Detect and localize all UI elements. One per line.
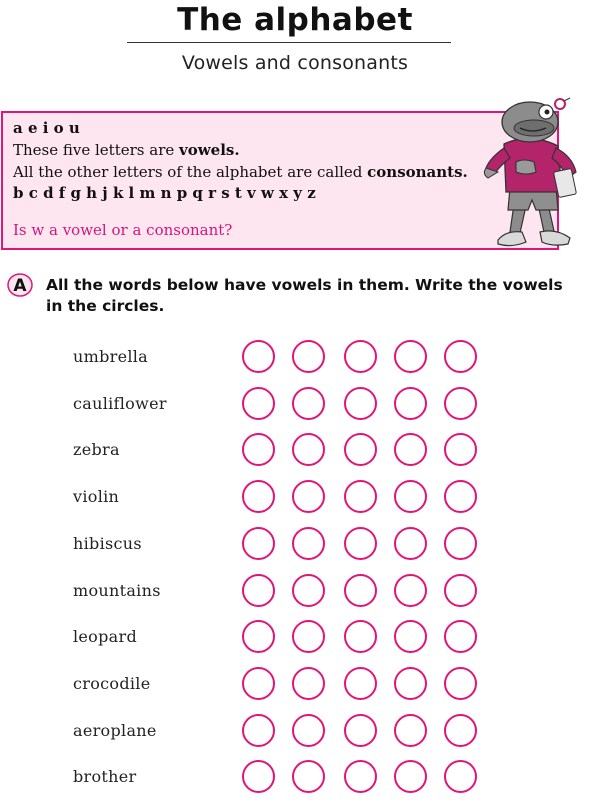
vowel-answer-circle[interactable] xyxy=(444,433,477,466)
section-a-badge-icon xyxy=(7,273,33,297)
vowel-answer-circle[interactable] xyxy=(344,760,377,793)
word-row xyxy=(0,386,590,430)
vowel-answer-circle[interactable] xyxy=(444,340,477,373)
vowel-answer-circle[interactable] xyxy=(242,574,275,607)
vowel-answer-circle[interactable] xyxy=(344,714,377,747)
vowel-answer-circle[interactable] xyxy=(344,433,377,466)
vowel-answer-circle[interactable] xyxy=(292,667,325,700)
word-label: leopard xyxy=(73,627,137,647)
vowel-answer-circle[interactable] xyxy=(292,574,325,607)
word-row xyxy=(0,759,590,803)
vowels-sentence xyxy=(13,141,240,159)
vowel-answer-circle[interactable] xyxy=(394,714,427,747)
vowels-term: vowels. xyxy=(179,141,240,159)
page-title: The alphabet xyxy=(177,2,413,38)
vowel-answer-circle[interactable] xyxy=(242,387,275,420)
word-row xyxy=(0,713,590,757)
vowel-answer-circle[interactable] xyxy=(292,620,325,653)
vowel-answer-circle[interactable] xyxy=(394,667,427,700)
vowel-answer-circle[interactable] xyxy=(394,574,427,607)
vowel-answer-circle[interactable] xyxy=(292,480,325,513)
consonants-term: consonants. xyxy=(367,163,468,181)
vowel-answer-circle[interactable] xyxy=(444,760,477,793)
vowel-answer-circle[interactable] xyxy=(292,760,325,793)
vowel-answer-circle[interactable] xyxy=(292,527,325,560)
exercise-instruction: All the words below have vowels in them. Write the vowels in the circles. xyxy=(46,276,563,315)
vowel-answer-circle[interactable] xyxy=(242,340,275,373)
word-label: violin xyxy=(73,487,120,507)
vowel-answer-circle[interactable] xyxy=(394,340,427,373)
vowel-answer-circle[interactable] xyxy=(242,714,275,747)
vowel-answer-circle[interactable] xyxy=(394,480,427,513)
word-row xyxy=(0,479,590,523)
word-label: hibiscus xyxy=(73,533,142,553)
vowel-answer-circle[interactable] xyxy=(242,620,275,653)
vowel-answer-circle[interactable] xyxy=(394,527,427,560)
vowel-answer-circle[interactable] xyxy=(242,760,275,793)
word-row xyxy=(0,619,590,663)
section-badge-letter: A xyxy=(13,276,27,296)
vowel-answer-circle[interactable] xyxy=(344,574,377,607)
word-label: umbrella xyxy=(73,347,149,366)
question-text: Is w a vowel or a consonant? xyxy=(13,221,233,239)
vowel-answer-circle[interactable] xyxy=(444,387,477,420)
page-subtitle: Vowels and consonants xyxy=(181,52,409,74)
word-label: cauliflower xyxy=(73,393,167,413)
vowel-answer-circle[interactable] xyxy=(242,667,275,700)
vowel-answer-circle[interactable] xyxy=(394,433,427,466)
vowel-answer-circle[interactable] xyxy=(242,480,275,513)
vowel-answer-circle[interactable] xyxy=(292,714,325,747)
vowel-answer-circle[interactable] xyxy=(344,667,377,700)
vowel-answer-circle[interactable] xyxy=(344,387,377,420)
word-label: zebra xyxy=(73,440,120,460)
vowel-answer-circle[interactable] xyxy=(292,387,325,420)
consonants-sentence xyxy=(13,163,468,181)
word-row xyxy=(0,573,590,617)
vowel-answer-circle[interactable] xyxy=(444,714,477,747)
word-row xyxy=(0,666,590,710)
vowel-answer-circle[interactable] xyxy=(444,527,477,560)
vowel-answer-circle[interactable] xyxy=(394,760,427,793)
vowel-answer-circle[interactable] xyxy=(444,620,477,653)
vowel-answer-circle[interactable] xyxy=(344,620,377,653)
word-label: mountains xyxy=(73,580,161,600)
vowel-answer-circle[interactable] xyxy=(292,433,325,466)
vowel-answer-circle[interactable] xyxy=(394,387,427,420)
title-divider xyxy=(127,42,451,43)
word-label: brother xyxy=(73,767,137,787)
vowel-answer-circle[interactable] xyxy=(444,667,477,700)
word-label: aeroplane xyxy=(73,720,157,740)
vowel-answer-circle[interactable] xyxy=(292,340,325,373)
vowel-answer-circle[interactable] xyxy=(242,433,275,466)
vowel-answer-circle[interactable] xyxy=(444,574,477,607)
word-row xyxy=(0,526,590,570)
consonants-sentence-text: All the other letters of the alphabet are called xyxy=(13,163,368,181)
vowel-answer-circle[interactable] xyxy=(344,527,377,560)
mascot-character-icon xyxy=(476,92,586,262)
word-label: crocodile xyxy=(73,673,151,693)
vowel-answer-circle[interactable] xyxy=(344,340,377,373)
word-row xyxy=(0,339,590,383)
vowel-answer-circle[interactable] xyxy=(242,527,275,560)
consonants-line: b c d f g h j k l m n p q r s t v w x y z xyxy=(13,184,316,202)
vowel-answer-circle[interactable] xyxy=(344,480,377,513)
vowels-line: a e i o u xyxy=(13,119,80,137)
word-row xyxy=(0,432,590,476)
vowel-answer-circle[interactable] xyxy=(394,620,427,653)
vowels-sentence-text: These five letters are xyxy=(13,141,180,159)
vowel-answer-circle[interactable] xyxy=(444,480,477,513)
